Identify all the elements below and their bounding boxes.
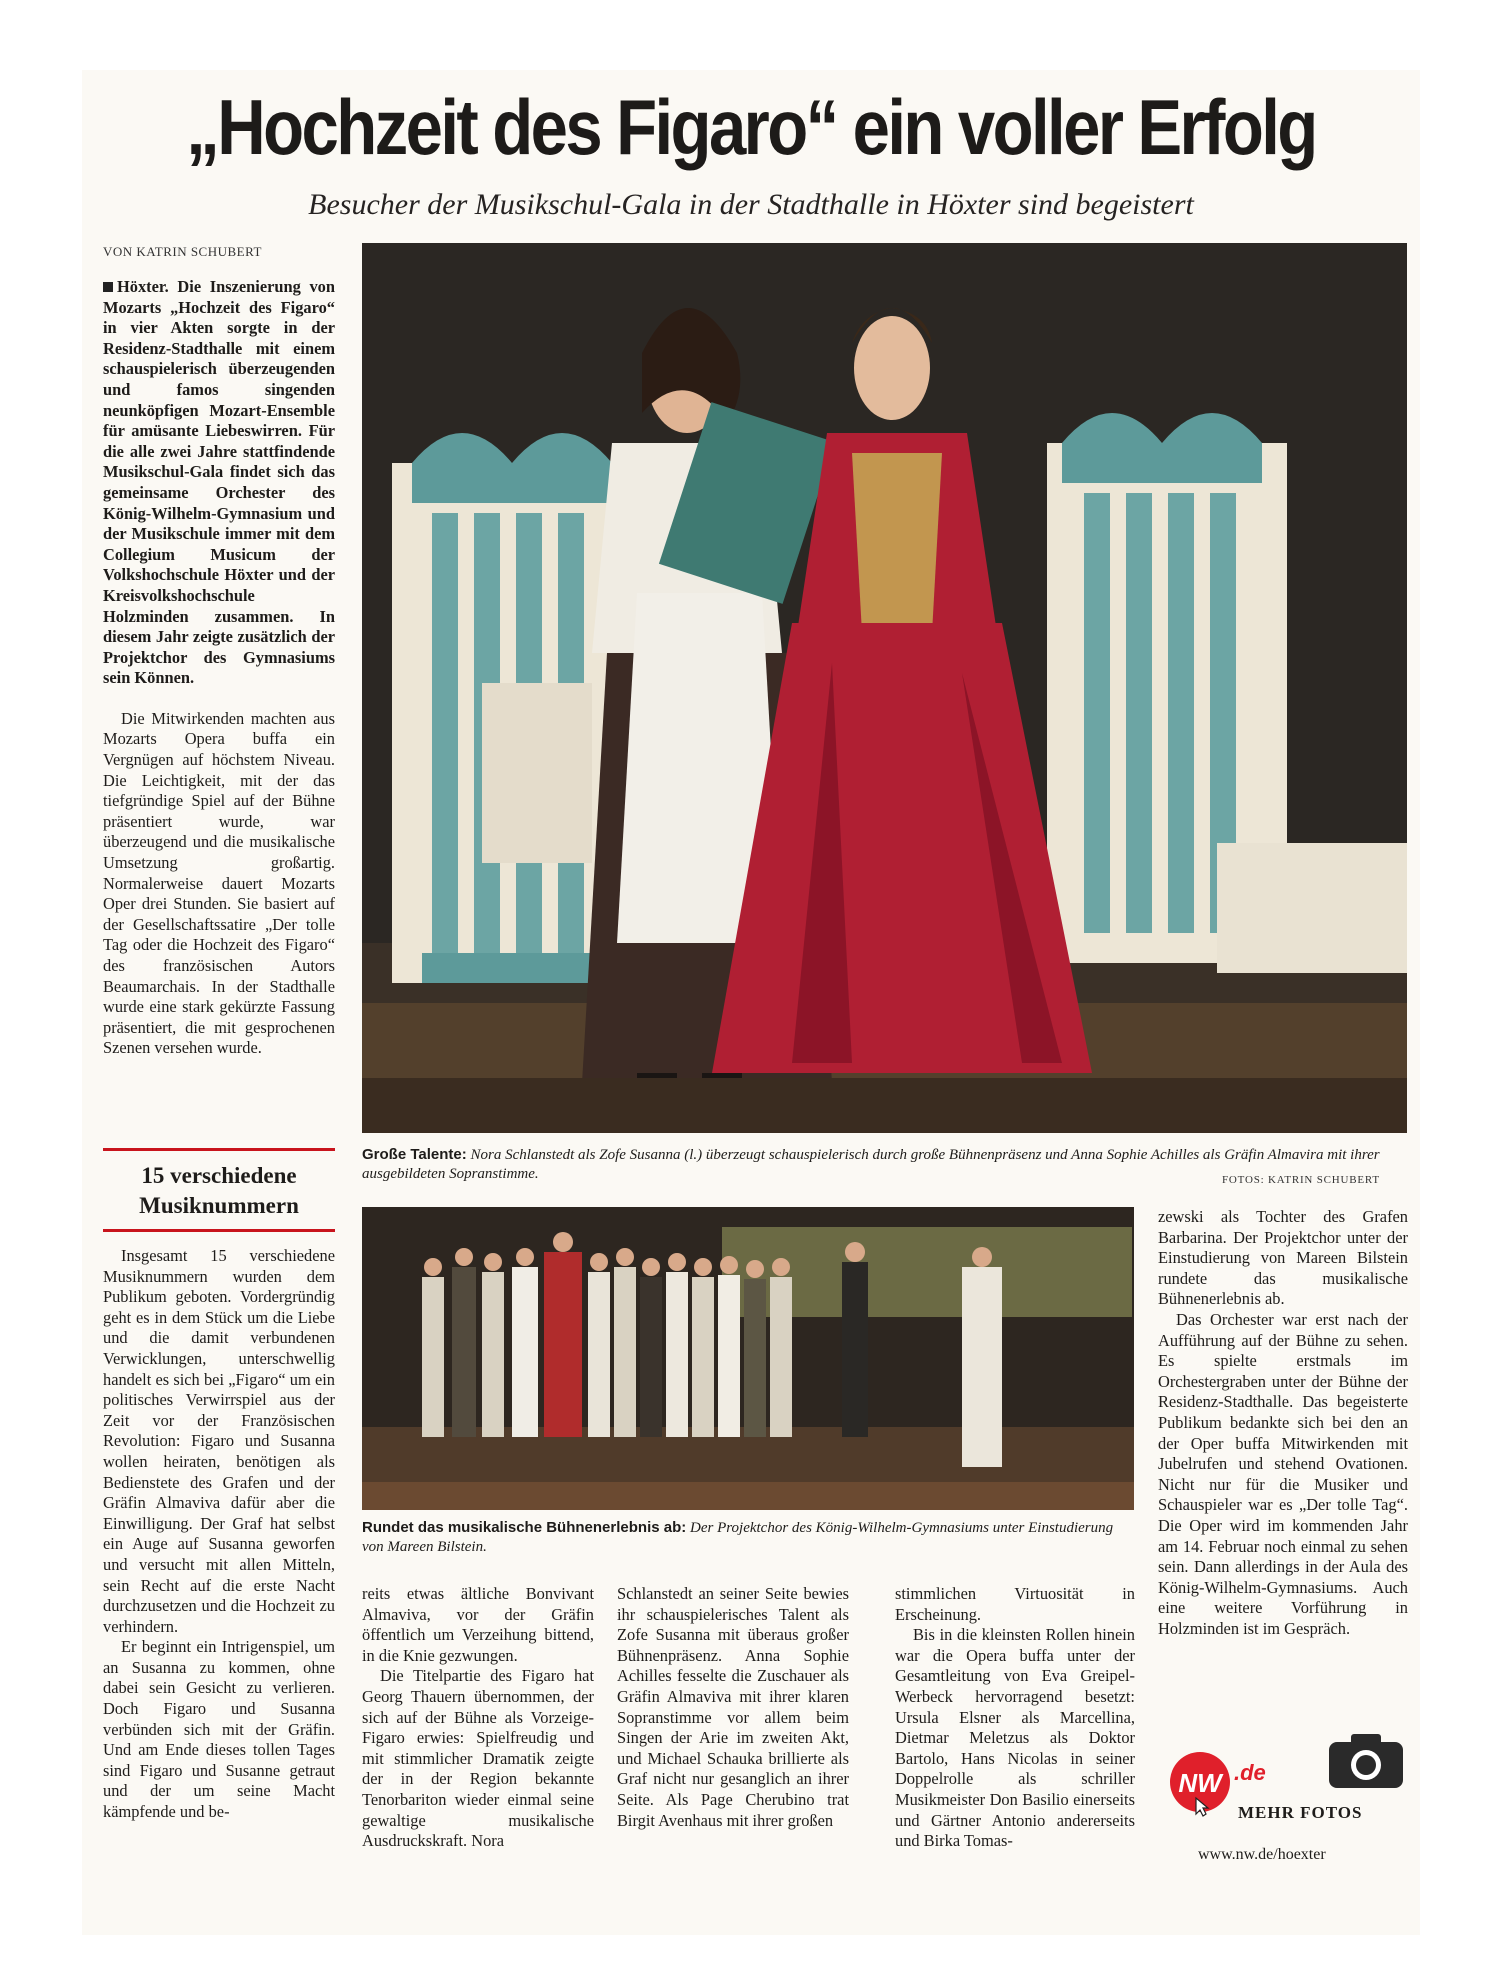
camera-icon bbox=[1327, 1730, 1405, 1795]
lead-paragraph bbox=[103, 277, 335, 689]
nw-logo-text: NW bbox=[1178, 1768, 1222, 1798]
caption-text: Der Projektchor des König-Wilhelm-Gymnasiums unter Einstudierung von Mareen Bilstein. bbox=[362, 1520, 1114, 1555]
caption-lead: Große Talente: bbox=[362, 1146, 467, 1163]
article-column-4 bbox=[895, 1584, 1135, 1854]
nw-logo-suffix: .de bbox=[1234, 1760, 1266, 1785]
bullet-icon bbox=[103, 282, 113, 292]
more-photos-label[interactable]: MEHR FOTOS bbox=[1238, 1803, 1363, 1822]
paragraph: Die Mitwirkenden machten aus Mozarts Opera buffa ein Vergnügen auf höchstem Niveau. Die Leichtigkeit, mit der das tiefgründige Spiel auf der Bühne präsentiert wurde, war überzeugend und die musikalische Umsetzung großartig. Normalerweise dauert Mozarts Oper drei Stunden. Sie basiert auf der Gesellschaftssatire „Der tolle Tag oder die Hochzeit des Figaro“ des französischen Autors Beaumarchais. In der Stadthalle wurde eine stark gekürzte Fassung präsentiert, die mit gesprochenen Szenen versehen wurde. bbox=[103, 708, 335, 1058]
stage-photo-choir bbox=[362, 1207, 1134, 1510]
subhead-text: 15 verschiedene Musiknummern bbox=[139, 1163, 299, 1218]
paragraph: zewski als Tochter des Grafen Barbarina. Der Projektchor unter der Einstudierung von Mareen Bilstein rundete das musikalische Bühnenerlebnis ab. bbox=[1158, 1207, 1408, 1309]
caption-text: Nora Schlanstedt als Zofe Susanna (l.) überzeugt schauspielerisch durch große Bühnenpräsenz und Anna Sophie Achilles als Gräfin Almavira mit ihrer ausgebildeten Sopranstimme. bbox=[362, 1147, 1380, 1182]
stage-photo-duet bbox=[362, 243, 1407, 1133]
byline: VON KATRIN SCHUBERT bbox=[103, 244, 262, 259]
article-column-1 bbox=[103, 277, 335, 1129]
dateline: Höxter. bbox=[117, 277, 169, 296]
paragraph: Er beginnt ein Intrigenspiel, um an Susanna zu kommen, ohne dabei sein Gesicht zu verlieren. Doch Figaro und Susanna verbünden sich mit der Gräfin. Und am Ende dieses tollen Tages sind Figaro und Susanne getraut und der um seine Macht kämpfende und be- bbox=[103, 1637, 335, 1822]
paragraph: reits etwas ältliche Bonvivant Almaviva, vor der Gräfin öffentlich um Verzeihung bittend, in die Knie gezwungen. bbox=[362, 1584, 594, 1665]
article-column-right bbox=[1158, 1207, 1408, 1727]
subheadline: Besucher der Musikschul-Gala in der Stadthalle in Höxter sind begeistert bbox=[308, 188, 1194, 221]
paragraph: Insgesamt 15 verschiedene Musiknummern wurden dem Publikum geboten. Vordergründig geht es in dem Stück um die Liebe und die damit verbundenen Verwicklungen, unterschwellig handelt es sich bei „Figaro“ um ein politisches Verwirrspiel aus der Zeit vor der Französischen Revolution: Figaro und Susanna wollen heiraten, benötigen als Bedienstete des Grafen und der Gräfin Almaviva dafür aber die Einwilligung. Der Graf hat selbst ein Auge auf Susanna geworfen und versucht mit allen Mitteln, sein Recht auf die erste Nacht durchzusetzen und die Hochzeit zu verhindern. bbox=[103, 1246, 335, 1636]
photo-credit: FOTOS: KATRIN SCHUBERT bbox=[1222, 1174, 1380, 1186]
paragraph: Bis in die kleinsten Rollen hinein war die Opera buffa unter der Gesamtleitung von Eva Greipel-Werbeck hervorragend besetzt: Ursula Elsner als Marcellina, Dietmar Meletzus als Doktor Bartolo, Hans Nicolas in seiner Doppelrolle als schriller Musikmeister Don Basilio einerseits und Gärtner Antonio andererseits und Birka Tomas- bbox=[895, 1625, 1135, 1851]
headline: „Hochzeit des Figaro“ ein voller Erfolg bbox=[186, 83, 1316, 171]
article-column-3 bbox=[617, 1584, 849, 1854]
article-column-2 bbox=[362, 1584, 594, 1854]
paragraph: Das Orchester war erst nach der Aufführung auf der Bühne zu sehen. Es spielte erstmals im Orchestergraben unter der Bühne der Residenz-Stadthalle. Das begeisterte Publikum bedankte sich bei den an der Oper buffa Mitwirkenden mit Jubelrufen und stehend Ovationen. Nicht nur für die Musiker und Schauspieler war es „Der tolle Tag“. Die Oper wird im kommenden Jahr am 14. Februar noch einmal zu sehen sein. Dann allerdings in der Aula des König-Wilhelm-Gymnasiums. Auch eine weitere Vorführung in Holzminden ist im Gespräch. bbox=[1158, 1309, 1408, 1638]
paragraph: Schlanstedt an seiner Seite bewies ihr schauspielerisches Talent als Zofe Susanna mit überaus großer Bühnenpräsenz. Anna Sophie Achilles fesselte die Zuschauer als Gräfin Almaviva mit ihrer klaren Sopranstimme vor allem beim Singen der Arie im zweiten Akt, und Michael Schauka brillierte als Graf nicht nur gesanglich an ihrer Seite. Als Page Cherubino trat Birgit Avenhaus mit ihrer großen bbox=[617, 1584, 849, 1830]
lead-text: Die Inszenierung von Mozarts „Hochzeit des Figaro“ in vier Akten sorgte in der Residenz-Stadthalle mit einem schauspielerisch überzeugenden und famos singenden neunköpfigen Mozart-Ensemble für amüsante Liebeswirren. Für die alle zwei Jahre stattfindende Musikschul-Gala findet sich das gemeinsame Orchester des König-Wilhelm-Gymnasium und der Musikschule immer mit dem Collegium Musicum der Volkshochschule Höxter und der Kreisvolkshochschule Holzminden zusammen. In diesem Jahr zeigte zusätzlich der Projektchor des Gymnasiums sein Können. bbox=[103, 277, 335, 688]
photo-caption-2 bbox=[362, 1518, 1134, 1557]
article-column-1b bbox=[103, 1246, 335, 1856]
paragraph: stimmlichen Virtuosität in Erscheinung. bbox=[895, 1584, 1135, 1624]
promo-url[interactable]: www.nw.de/hoexter bbox=[1198, 1846, 1326, 1863]
paragraph: Die Titelpartie des Figaro hat Georg Thauern übernommen, der sich auf der Bühne als Vorzeige-Figaro erwies: Spielfreudig und mit stimmlicher Dramatik zeigte der in der Region bekannte Tenorbariton wieder einmal seine gewaltige musikalische Ausdruckskraft. Nora bbox=[362, 1666, 594, 1851]
section-subhead bbox=[103, 1148, 335, 1232]
caption-lead: Rundet das musikalische Bühnenerlebnis ab: bbox=[362, 1519, 687, 1536]
red-rule bbox=[103, 1229, 335, 1232]
